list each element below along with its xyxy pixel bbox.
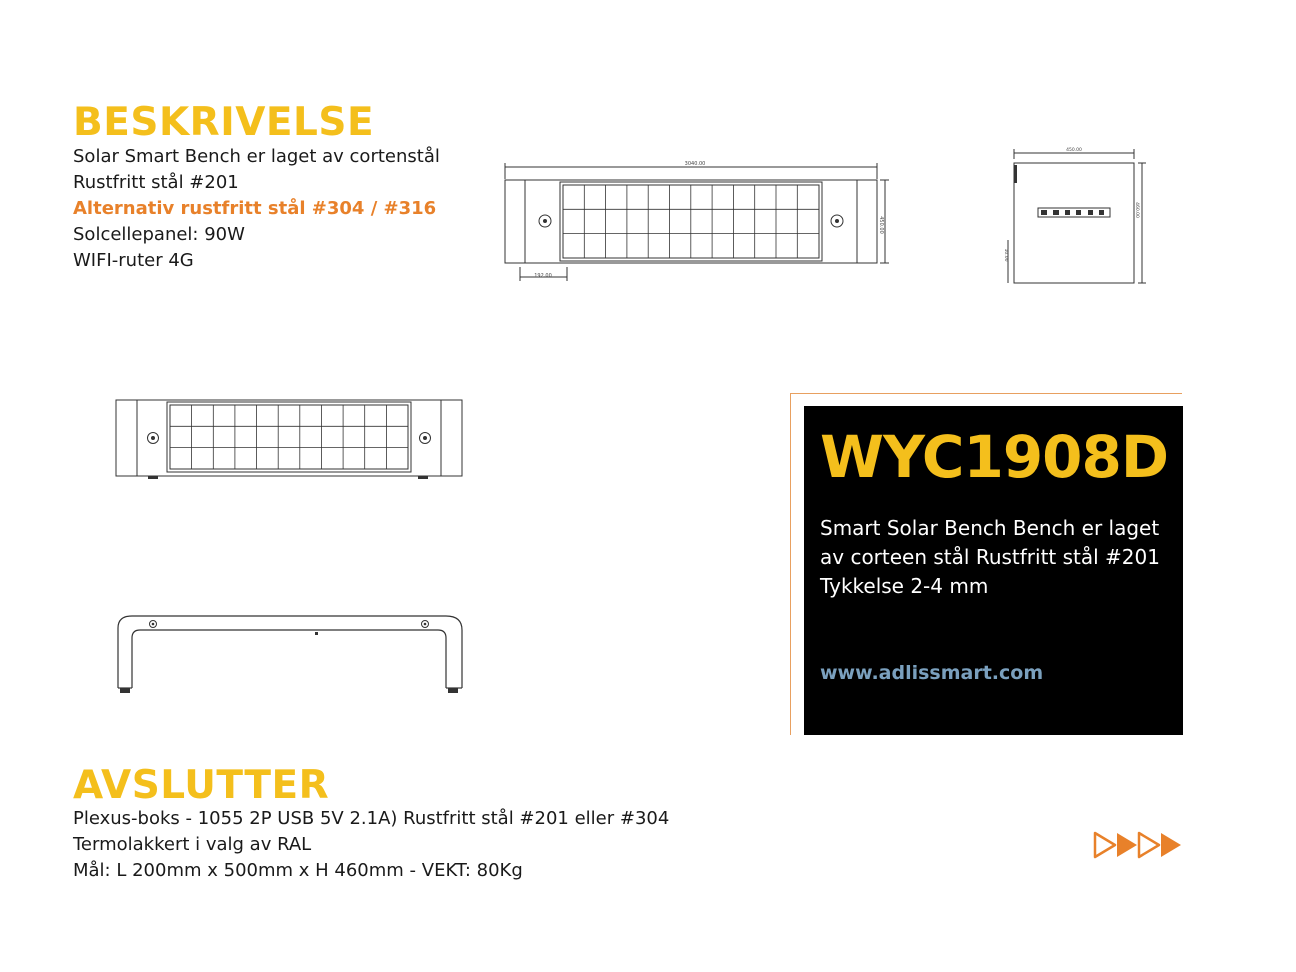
technical-drawing-side-view bbox=[1000, 145, 1150, 290]
dim-offset: 192.00 bbox=[534, 273, 552, 279]
description-line-steel: Rustfritt stål #201 bbox=[73, 172, 239, 193]
play-arrows-icon[interactable] bbox=[1093, 831, 1183, 859]
technical-drawing-front-view bbox=[112, 396, 468, 482]
description-line-material: Solar Smart Bench er laget av cortenstål bbox=[73, 146, 440, 167]
finish-line-dimensions: Mål: L 200mm x 500mm x H 460mm - VEKT: 80Kg bbox=[73, 860, 523, 881]
technical-drawing-top-view bbox=[500, 155, 892, 283]
description-heading: BESKRIVELSE bbox=[73, 100, 375, 145]
finish-heading: AVSLUTTER bbox=[73, 763, 330, 808]
model-description: Smart Solar Bench Bench er laget av corteen stål Rustfritt stål #201 Tykkelse 2-4 mm bbox=[820, 516, 1160, 598]
technical-drawing-elevation bbox=[112, 608, 468, 698]
finish-list bbox=[73, 806, 669, 884]
finish-line-plexus: Plexus-boks - 1055 2P USB 5V 2.1A) Rustfritt stål #201 eller #304 bbox=[73, 808, 670, 829]
description-line-wifi: WIFI-ruter 4G bbox=[73, 250, 194, 271]
website-link[interactable]: www.adlissmart.com bbox=[820, 662, 1044, 684]
description-line-alternative: Alternativ rustfritt stål #304 / #316 bbox=[73, 198, 437, 219]
dim-side-width: 450.00 bbox=[1066, 148, 1082, 153]
description-list bbox=[73, 144, 440, 274]
dim-side-height: 460.00 bbox=[1134, 202, 1139, 218]
model-number: WYC1908D bbox=[820, 423, 1169, 491]
description-line-solar: Solcellepanel: 90W bbox=[73, 224, 245, 245]
dim-length: 3040.00 bbox=[684, 161, 706, 167]
dim-side-small: 10.00 bbox=[1003, 248, 1008, 262]
dim-height: 450.00 bbox=[878, 216, 884, 234]
model-card bbox=[804, 406, 1183, 735]
finish-line-coating: Termolakkert i valg av RAL bbox=[73, 834, 312, 855]
